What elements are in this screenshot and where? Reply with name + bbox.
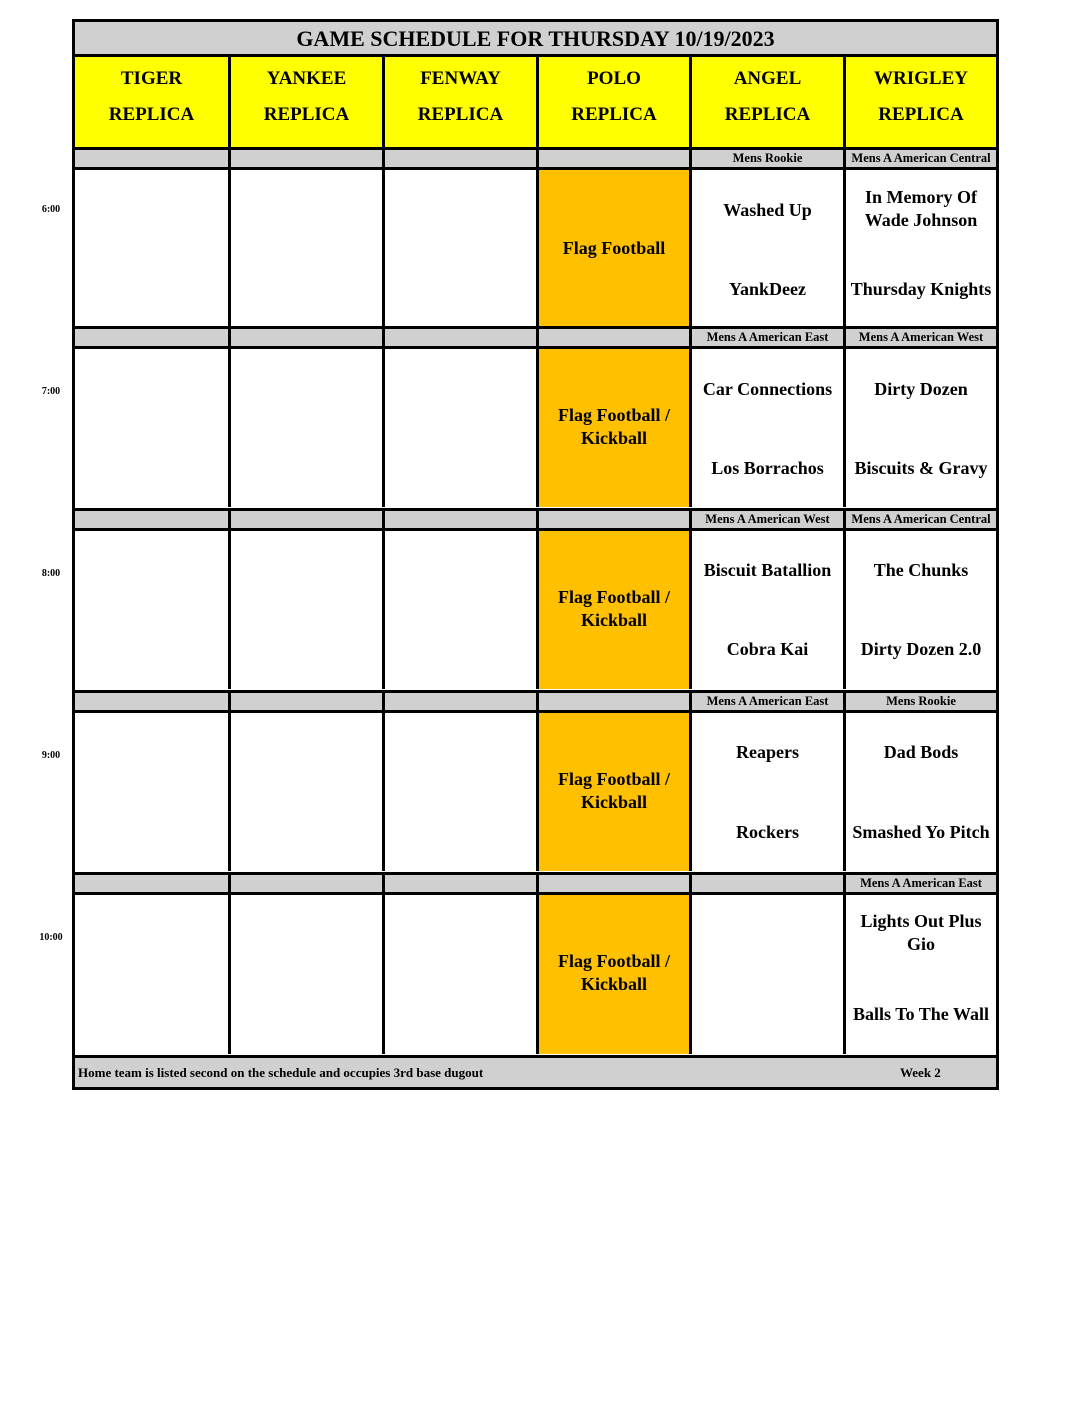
field-header-angel xyxy=(692,57,846,147)
game-cell-wrigley xyxy=(846,895,996,1054)
division-row-cell xyxy=(75,508,231,531)
division-label-wrigley: Mens A American Central xyxy=(851,151,991,165)
division-label-angel xyxy=(692,875,843,892)
division-row-cell xyxy=(385,690,539,713)
division-row-cell xyxy=(75,147,231,170)
home-team: Smashed Yo Pitch xyxy=(852,822,990,842)
away-team: In Memory Of Wade Johnson xyxy=(864,187,978,230)
game-cell-tiger xyxy=(75,713,231,871)
game-cell-wrigley xyxy=(846,349,996,507)
field-type: REPLICA xyxy=(417,104,504,125)
division-row-cell xyxy=(385,872,539,895)
game-cell-polo xyxy=(539,713,692,871)
division-label-wrigley: Mens A American East xyxy=(860,876,982,890)
field-type: REPLICA xyxy=(878,104,964,125)
time-label: 7:00 xyxy=(41,386,61,397)
game-cell-yankee xyxy=(231,895,385,1054)
division-row-cell xyxy=(539,508,692,531)
away-team: Dad Bods xyxy=(883,742,959,762)
polo-activity: Flag Football / Kickball xyxy=(558,587,670,630)
division-label-angel: Mens A American East xyxy=(706,694,829,708)
game-cell-polo xyxy=(539,170,692,326)
game-cell-angel xyxy=(692,349,846,507)
game-cell-angel xyxy=(692,531,846,689)
game-cell-wrigley xyxy=(846,531,996,689)
game-cell-tiger xyxy=(75,895,231,1054)
week-label: Week 2 xyxy=(900,1065,941,1080)
game-cell-fenway xyxy=(385,895,539,1054)
home-team: Thursday Knights xyxy=(850,279,992,299)
game-cell-tiger xyxy=(75,531,231,689)
game-cell-polo xyxy=(539,349,692,507)
game-cell-yankee xyxy=(231,713,385,871)
field-type: REPLICA xyxy=(263,104,350,125)
division-row-cell xyxy=(231,508,385,531)
field-type: REPLICA xyxy=(724,104,811,125)
game-cell-yankee xyxy=(231,531,385,689)
game-cell-yankee xyxy=(231,170,385,326)
field-name: TIGER xyxy=(120,68,183,89)
page-title: GAME SCHEDULE FOR THURSDAY 10/19/2023 xyxy=(75,22,996,57)
home-team: Balls To The Wall xyxy=(853,1004,989,1024)
division-row-cell xyxy=(539,690,692,713)
away-team: Lights Out Plus Gio xyxy=(860,911,982,954)
game-cell-angel xyxy=(692,895,846,1054)
game-cell-angel xyxy=(692,713,846,871)
away-team: The Chunks xyxy=(873,560,969,580)
division-row-cell xyxy=(385,508,539,531)
field-name: ANGEL xyxy=(733,68,802,89)
time-label: 6:00 xyxy=(41,204,61,215)
game-cell-fenway xyxy=(385,170,539,326)
schedule-sheet xyxy=(72,19,999,1090)
division-label-angel: Mens A American East xyxy=(706,330,829,344)
field-header-fenway xyxy=(385,57,539,147)
game-cell-fenway xyxy=(385,349,539,507)
game-cell-yankee xyxy=(231,349,385,507)
polo-activity: Flag Football / Kickball xyxy=(558,951,670,994)
footer xyxy=(75,1055,996,1087)
division-label-angel: Mens A American West xyxy=(705,512,830,526)
division-row-cell xyxy=(75,690,231,713)
away-team: Car Connections xyxy=(702,379,833,399)
home-team: Dirty Dozen 2.0 xyxy=(860,639,982,659)
away-team: Reapers xyxy=(736,742,799,762)
footer-note: Home team is listed second on the schedule and occupies 3rd base dugout xyxy=(78,1065,484,1080)
time-label: 9:00 xyxy=(41,750,61,761)
game-cell-polo xyxy=(539,531,692,689)
game-cell-tiger xyxy=(75,349,231,507)
field-name: POLO xyxy=(587,68,641,89)
field-name: WRIGLEY xyxy=(874,68,968,89)
field-header-polo xyxy=(539,57,692,147)
game-cell-wrigley xyxy=(846,170,996,326)
home-team: Los Borrachos xyxy=(711,458,824,478)
field-header-wrigley xyxy=(846,57,996,147)
field-name: FENWAY xyxy=(420,68,501,89)
game-cell-polo xyxy=(539,895,692,1054)
division-row-cell xyxy=(539,872,692,895)
division-row-cell xyxy=(75,326,231,349)
home-team: Biscuits & Gravy xyxy=(854,458,988,478)
division-label-wrigley: Mens A American West xyxy=(858,330,984,344)
division-label-wrigley: Mens A American Central xyxy=(851,512,991,526)
away-team: Washed Up xyxy=(723,200,812,220)
game-cell-angel xyxy=(692,170,846,326)
game-cell-fenway xyxy=(385,713,539,871)
field-type: REPLICA xyxy=(108,104,195,125)
home-team: Cobra Kai xyxy=(726,639,809,659)
division-row-cell xyxy=(231,690,385,713)
home-team: Rockers xyxy=(736,822,799,842)
away-team: Biscuit Batallion xyxy=(703,560,832,580)
game-cell-fenway xyxy=(385,531,539,689)
time-label: 10:00 xyxy=(39,932,63,943)
field-header-yankee xyxy=(231,57,385,147)
division-row-cell xyxy=(385,326,539,349)
game-cell-tiger xyxy=(75,170,231,326)
division-row-cell xyxy=(231,872,385,895)
division-label-wrigley: Mens Rookie xyxy=(886,694,956,708)
division-row-cell xyxy=(385,147,539,170)
home-team: YankDeez xyxy=(729,279,806,299)
polo-activity: Flag Football xyxy=(562,238,666,258)
field-name: YANKEE xyxy=(266,68,347,89)
division-row-cell xyxy=(231,147,385,170)
division-row-cell xyxy=(539,326,692,349)
polo-activity: Flag Football / Kickball xyxy=(558,405,670,448)
field-type: REPLICA xyxy=(571,104,657,125)
game-cell-wrigley xyxy=(846,713,996,871)
division-row-cell xyxy=(231,326,385,349)
away-team: Dirty Dozen xyxy=(874,379,968,399)
time-label: 8:00 xyxy=(41,568,61,579)
field-header-tiger xyxy=(75,57,231,147)
division-label-angel: Mens Rookie xyxy=(732,151,803,165)
polo-activity: Flag Football / Kickball xyxy=(558,769,670,812)
division-row-cell xyxy=(75,872,231,895)
division-row-cell xyxy=(539,147,692,170)
